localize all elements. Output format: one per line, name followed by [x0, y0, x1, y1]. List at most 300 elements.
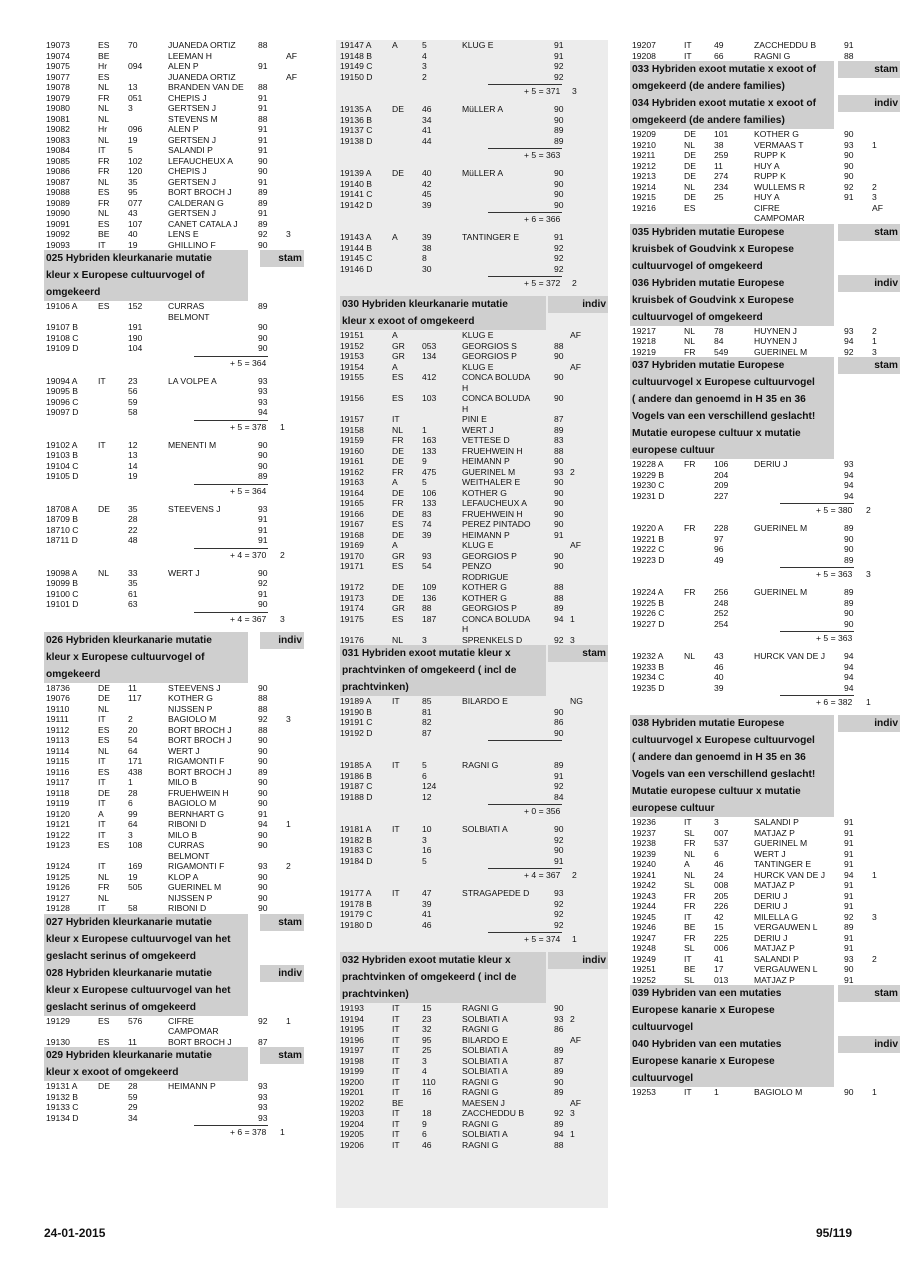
- entry-row: [44, 568, 304, 579]
- score: 89: [844, 554, 854, 565]
- class-header: [44, 948, 304, 965]
- cage-number: 108: [128, 840, 143, 850]
- country: NL: [98, 103, 109, 113]
- ring-number: 19229 B: [632, 469, 665, 480]
- placing: AF: [872, 202, 883, 213]
- score: 91: [554, 770, 564, 781]
- class-title: kruisbek of Goudvink x Europese: [632, 294, 794, 306]
- ring-number: 19180 D: [340, 919, 373, 930]
- country: ES: [98, 71, 110, 82]
- entry-row: [44, 525, 304, 536]
- ring-number: 19111: [46, 714, 69, 724]
- ring-number: 19200: [340, 1076, 364, 1087]
- entry-row: [630, 598, 900, 609]
- score: 90: [554, 393, 564, 403]
- ring-number: 19151: [340, 330, 364, 340]
- breeder-name: PINI E: [462, 414, 487, 424]
- cage-number: 1: [128, 777, 133, 787]
- score: 92: [554, 1108, 564, 1118]
- country: IT: [98, 239, 106, 250]
- cage-number: 1: [714, 1087, 719, 1097]
- score: 91: [844, 859, 854, 869]
- placing: 3: [872, 192, 877, 202]
- ring-number: 19206: [340, 1139, 364, 1150]
- team-total-value: + 5 = 364: [230, 357, 267, 368]
- ring-number: 19223 D: [632, 554, 665, 565]
- score: 92: [258, 578, 268, 588]
- class-type: indiv: [838, 95, 900, 112]
- cage-number: 9: [422, 456, 427, 466]
- score: 91: [844, 901, 854, 911]
- breeder-name: KOTHER G: [462, 592, 507, 603]
- cage-number: 46: [422, 919, 432, 930]
- cage-number: 81: [422, 706, 432, 717]
- breeder-name: CAMPOMAR: [168, 1026, 219, 1036]
- class-header: [630, 1002, 900, 1019]
- entry-row: [340, 824, 608, 835]
- team-total: [340, 210, 608, 224]
- ring-number: 19161: [340, 456, 364, 466]
- score: 90: [258, 798, 268, 808]
- score: 90: [258, 343, 268, 353]
- class-title: omgekeerd: [46, 287, 101, 298]
- score: 90: [258, 871, 268, 882]
- score: 90: [844, 533, 854, 544]
- entry-row: [44, 103, 304, 114]
- entry-row: [44, 219, 304, 230]
- cage-number: 051: [128, 92, 143, 103]
- entry-row: [44, 440, 304, 451]
- cage-number: 3: [714, 817, 719, 827]
- score: 89: [258, 187, 268, 197]
- ring-number: 19245: [632, 911, 656, 922]
- score: 88: [554, 592, 564, 603]
- score: 88: [258, 703, 268, 714]
- class-title: geslacht serinus of omgekeerd: [46, 1001, 197, 1013]
- entry-row: [44, 145, 304, 156]
- cage-number: 15: [422, 1003, 432, 1013]
- class-title: geslacht serinus of omgekeerd: [46, 950, 197, 962]
- score: 94: [258, 819, 268, 829]
- class-type: indiv: [260, 965, 304, 982]
- ring-number: 19246: [632, 922, 656, 932]
- score: 92: [258, 229, 268, 239]
- entry-row: [340, 1108, 608, 1119]
- entry-row: [44, 535, 304, 546]
- ring-number: 19158: [340, 424, 364, 435]
- class-header: [630, 749, 900, 766]
- cage-number: 3: [128, 829, 133, 840]
- country: IT: [392, 1066, 400, 1076]
- score: 94: [554, 1129, 564, 1139]
- ring-number: 19112: [46, 724, 70, 735]
- cage-number: 24: [714, 869, 724, 880]
- score: 90: [844, 129, 854, 139]
- ring-number: 19219: [632, 346, 656, 357]
- cage-number: 274: [714, 171, 729, 181]
- score: 88: [258, 693, 268, 703]
- country: NL: [98, 134, 109, 145]
- entry-row: [630, 150, 900, 161]
- entry-row: [630, 129, 900, 140]
- ring-number: 19145 C: [340, 253, 373, 263]
- cage-number: 42: [714, 911, 724, 922]
- score: 91: [258, 124, 268, 134]
- breeder-name: MATJAZ P: [754, 880, 795, 890]
- breeder-name: GEORGIOS P: [462, 550, 517, 561]
- cage-number: 204: [714, 469, 729, 480]
- cage-number: 35: [128, 176, 138, 187]
- entry-row: [44, 124, 304, 135]
- score: 93: [258, 1102, 268, 1112]
- country: A: [392, 40, 398, 50]
- class-header: [44, 914, 304, 931]
- breeder-name: HUYNEN J: [754, 336, 797, 346]
- ring-number: 19239: [632, 848, 656, 859]
- class-title: ( andere dan genoemd in H 35 en 36: [632, 752, 806, 763]
- ring-number: 19204: [340, 1118, 364, 1129]
- score: 89: [554, 135, 564, 146]
- breeder-name: SOLBIATI A: [462, 1055, 508, 1066]
- entry-row: [630, 608, 900, 619]
- ring-number: 19075: [46, 61, 70, 71]
- placing: AF: [286, 71, 297, 82]
- cage-number: 2: [422, 71, 427, 82]
- entry-row: [44, 767, 304, 778]
- entry-row: [630, 192, 900, 203]
- cage-number: 20: [128, 724, 138, 735]
- country: Hr: [98, 124, 108, 134]
- entry-row: [340, 264, 608, 275]
- cage-number: 38: [422, 242, 432, 253]
- cage-number: 42: [422, 178, 432, 189]
- ring-number: 19153: [340, 351, 364, 361]
- class-header: [630, 1019, 900, 1036]
- score: 86: [554, 1024, 564, 1034]
- cage-number: 32: [422, 1024, 432, 1034]
- entry-row: [340, 456, 608, 467]
- country: GR: [392, 351, 405, 361]
- breeder-name: MENENTI M: [168, 439, 217, 450]
- score: 92: [554, 909, 564, 919]
- cage-number: 40: [714, 672, 724, 682]
- cage-number: 136: [422, 592, 437, 603]
- breeder-name: GUERINEL M: [754, 587, 808, 597]
- country: GR: [392, 603, 405, 613]
- entry-row: [44, 777, 304, 788]
- ring-number: 19217: [632, 325, 656, 336]
- team-total: [630, 501, 900, 515]
- cage-number: 44: [422, 135, 432, 146]
- score: 92: [554, 834, 564, 845]
- score: 91: [258, 61, 268, 71]
- score: 90: [844, 1087, 854, 1097]
- cage-number: 117: [128, 693, 142, 703]
- entry-row: [44, 40, 304, 51]
- score: 91: [258, 588, 268, 599]
- ring-number: 19149 C: [340, 61, 373, 71]
- entry-row: [630, 838, 900, 849]
- ring-number: 19249: [632, 953, 656, 964]
- breeder-name: HEIMANN P: [462, 529, 510, 540]
- score: 90: [844, 618, 854, 629]
- ring-number: 19190 B: [340, 706, 373, 717]
- breeder-name: BORT BROCH J: [168, 1036, 232, 1047]
- ring-number: 19195: [340, 1024, 364, 1034]
- class-header: [630, 78, 900, 95]
- cage-number: 3: [422, 634, 427, 645]
- cage-number: 109: [422, 582, 437, 592]
- entry-row: [340, 899, 608, 910]
- class-title: 028 Hybriden kleurkanarie mutatie: [46, 967, 212, 979]
- entry-row: [630, 933, 900, 944]
- cage-number: 549: [714, 346, 729, 357]
- placing: 3: [286, 714, 291, 724]
- entry-row: [630, 491, 900, 502]
- cage-number: 077: [128, 197, 143, 208]
- breeder-name: HUY A: [754, 160, 780, 171]
- ring-number: 19173: [340, 592, 364, 603]
- country: IT: [684, 953, 692, 964]
- country: NL: [684, 336, 695, 346]
- score: 92: [554, 61, 564, 71]
- country: FR: [684, 346, 696, 357]
- country: SL: [684, 943, 695, 953]
- class-title: Europese kanarie x Europese: [632, 1005, 775, 1016]
- breeder-name: SOLBIATI A: [462, 1013, 508, 1024]
- country: NL: [98, 567, 109, 578]
- country: DE: [392, 456, 404, 466]
- cage-number: 95: [422, 1034, 432, 1045]
- entry-row: [44, 187, 304, 198]
- cage-number: 5: [422, 855, 427, 866]
- ring-number: 19099 B: [46, 578, 79, 588]
- ring-number: 19131 A: [46, 1081, 78, 1091]
- entry-row: [630, 470, 900, 481]
- breeder-name: BERNHART G: [168, 808, 225, 819]
- entry-row: [340, 582, 608, 593]
- entry-row: [630, 140, 900, 151]
- class-title: 030 Hybriden kleurkanarie mutatie: [342, 299, 508, 310]
- score: 93: [258, 861, 268, 871]
- country: DE: [684, 192, 696, 202]
- score: 90: [258, 322, 268, 332]
- score: 91: [258, 514, 268, 524]
- ring-number: 19101 D: [46, 599, 79, 609]
- ring-number: 19181 A: [340, 824, 372, 834]
- ring-number: 19207: [632, 40, 656, 50]
- entry-row: [340, 330, 608, 341]
- team-placing: 2: [572, 278, 577, 288]
- placing: AF: [570, 1034, 581, 1045]
- ring-number: 18711 D: [46, 535, 78, 545]
- entry-row: [630, 40, 900, 51]
- score: 92: [258, 1015, 268, 1026]
- breeder-name: MüLLER A: [462, 168, 504, 178]
- score: 91: [844, 890, 854, 901]
- cage-number: 41: [714, 953, 724, 964]
- ring-number: 19185 A: [340, 760, 372, 770]
- entry-row: [340, 200, 608, 211]
- entry-row: [340, 414, 608, 425]
- country: FR: [684, 459, 696, 469]
- ring-number: 19142 D: [340, 199, 373, 210]
- breeder-name: SALANDI P: [754, 953, 799, 964]
- score: 90: [554, 178, 564, 189]
- ring-number: 19224 A: [632, 587, 664, 597]
- ring-number: 19238: [632, 838, 656, 848]
- ring-number: 19087: [46, 176, 70, 187]
- class-header: [630, 224, 900, 241]
- placing: 3: [286, 229, 291, 239]
- score: 94: [844, 651, 854, 661]
- ring-number: 19240: [632, 859, 656, 869]
- country: IT: [392, 888, 400, 898]
- entry-row: [630, 459, 900, 470]
- score: 89: [844, 523, 854, 533]
- country: DE: [98, 693, 110, 703]
- class-header: [630, 61, 900, 78]
- breeder-name: RUPP K: [754, 171, 786, 181]
- entry-row: [630, 1087, 900, 1098]
- entry-row: [340, 115, 608, 126]
- entry-row: [44, 746, 304, 757]
- score: 93: [258, 1081, 268, 1091]
- score: 90: [554, 456, 564, 466]
- cage-number: 13: [128, 450, 138, 460]
- class-header: [630, 408, 900, 425]
- breeder-name: MATJAZ P: [754, 943, 795, 953]
- class-header: [630, 357, 900, 374]
- entry-row: [340, 425, 608, 436]
- ring-number: 19120: [46, 808, 70, 819]
- country: IT: [684, 911, 692, 922]
- cage-number: 34: [422, 114, 432, 125]
- ring-number: 19150 D: [340, 71, 373, 82]
- score: 91: [554, 529, 564, 540]
- team-placing: 1: [572, 934, 577, 944]
- ring-number: 19109 D: [46, 343, 79, 353]
- cage-number: 1: [422, 424, 427, 435]
- class-title: europese cultuur: [632, 803, 715, 814]
- class-header: [630, 800, 900, 817]
- breeder-name: GERTSEN J: [168, 103, 217, 113]
- score: 91: [258, 92, 268, 103]
- entry-row: [44, 114, 304, 125]
- breeder-name: GEORGIOS P: [462, 351, 517, 361]
- placing: 2: [872, 953, 877, 964]
- cage-number: 3: [422, 834, 427, 845]
- ring-number: 19103 B: [46, 450, 79, 460]
- team-total-value: + 5 = 363: [816, 569, 853, 579]
- ring-number: 19235 D: [632, 682, 665, 693]
- ring-number: 19174: [340, 603, 364, 613]
- placing: 1: [872, 336, 877, 346]
- breeder-name: GUERINEL M: [754, 838, 808, 848]
- ring-number: 19197: [340, 1045, 364, 1055]
- entry-row: [630, 619, 900, 630]
- ring-number: 19199: [340, 1066, 364, 1076]
- cage-number: 133: [422, 445, 437, 456]
- entry-row: [340, 707, 608, 718]
- class-title: kleur x Europese cultuurvogel van het: [46, 984, 231, 996]
- cage-number: 254: [714, 618, 729, 629]
- cage-number: 23: [128, 375, 138, 386]
- class-title: 037 Hybriden mutatie Europese: [632, 360, 785, 371]
- cage-number: 008: [714, 880, 729, 890]
- breeder-name: WEITHALER E: [462, 477, 521, 487]
- entry-row: [340, 168, 608, 179]
- cage-number: 007: [714, 827, 729, 838]
- entry-row: [630, 326, 900, 337]
- score: 91: [554, 50, 564, 61]
- entry-row: [340, 614, 608, 625]
- entry-row: [340, 781, 608, 792]
- breeder-name: HEIMANN P: [462, 456, 510, 466]
- entry-row: [44, 51, 304, 62]
- cage-number: 103: [422, 393, 437, 403]
- cage-number: 5: [422, 40, 427, 50]
- placing: 1: [570, 1129, 575, 1139]
- entry-row: [340, 498, 608, 509]
- score: 88: [258, 113, 268, 124]
- entry-row: [630, 870, 900, 881]
- breeder-name: RIBONI D: [168, 819, 207, 829]
- team-total-value: + 5 = 364: [230, 485, 267, 496]
- ring-number: 19091: [46, 218, 70, 229]
- cage-number: 49: [714, 40, 724, 50]
- entry-row: [340, 1024, 608, 1035]
- ring-number: 19097 D: [46, 407, 79, 417]
- cage-number: 248: [714, 597, 729, 608]
- country: DE: [684, 150, 696, 160]
- breeder-name: DERIU J: [754, 932, 788, 943]
- breeder-name: BORT BROCH J: [168, 187, 232, 197]
- score: 90: [258, 567, 268, 578]
- breeder-name: SOLBIATI A: [462, 824, 508, 834]
- class-title: ( andere dan genoemd in H 35 en 36: [632, 394, 806, 405]
- cage-number: 56: [128, 386, 138, 396]
- breeder-name: WERT J: [462, 424, 494, 435]
- team-total-value: + 4 = 370: [230, 549, 267, 560]
- breeder-name: STRAGAPEDE D: [462, 888, 530, 898]
- country: DE: [392, 168, 404, 178]
- breeder-name: GUERINEL M: [754, 346, 808, 357]
- breeder-name: GERTSEN J: [168, 134, 217, 145]
- country: ES: [392, 519, 404, 529]
- class-title: kleur x Europese cultuurvogel van het: [46, 933, 231, 945]
- breeder-name: H: [462, 382, 469, 393]
- class-header: [630, 1053, 900, 1070]
- ring-number: 19140 B: [340, 178, 373, 189]
- breeder-name: GERTSEN J: [168, 176, 217, 187]
- entry-row: [44, 1037, 304, 1048]
- entry-row: [340, 1066, 608, 1077]
- class-type: stam: [838, 224, 900, 241]
- breeder-name: VERGAUWEN L: [754, 964, 818, 974]
- cage-number: 35: [128, 578, 138, 588]
- country: SL: [684, 880, 695, 890]
- breeder-name: VERMAAS T: [754, 139, 804, 150]
- country: FR: [392, 435, 404, 445]
- entry-row: [340, 572, 608, 583]
- ring-number: 19096 C: [46, 396, 79, 407]
- country: NL: [392, 424, 403, 435]
- ring-number: 19196: [340, 1034, 364, 1045]
- class-title: omgekeerd: [46, 668, 101, 680]
- score: 93: [258, 396, 268, 407]
- score: 88: [554, 340, 564, 351]
